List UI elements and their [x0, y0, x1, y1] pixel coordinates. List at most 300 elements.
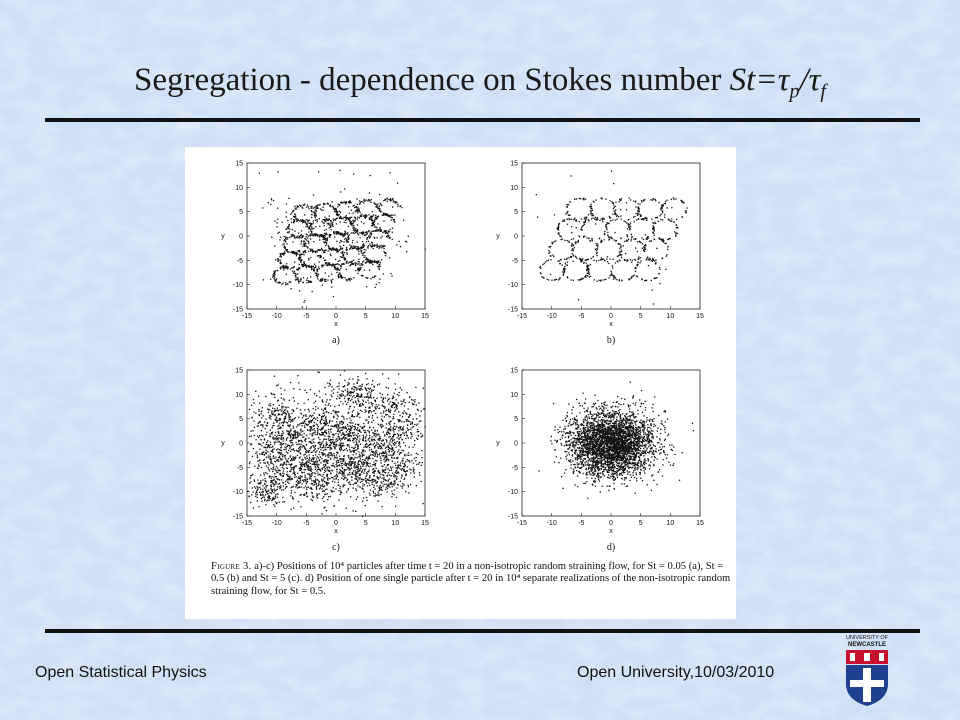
particle-point: [375, 436, 376, 437]
particle-point: [326, 233, 327, 234]
particle-point: [620, 209, 621, 210]
particle-point: [304, 403, 305, 404]
particle-point: [252, 417, 253, 418]
particle-point: [287, 252, 288, 253]
particle-point: [363, 463, 364, 464]
particle-point: [268, 405, 269, 406]
particle-point: [340, 470, 341, 471]
particle-point: [293, 435, 294, 436]
particle-point: [675, 235, 676, 236]
particle-point: [348, 226, 349, 227]
particle-point: [299, 264, 300, 265]
particle-point: [266, 442, 267, 443]
particle-point: [667, 249, 668, 250]
particle-point: [318, 274, 319, 275]
particle-point: [301, 278, 302, 279]
particle-point: [634, 216, 635, 217]
particle-point: [638, 207, 639, 208]
particle-point: [310, 250, 311, 251]
particle-point: [344, 235, 345, 236]
particle-point: [400, 481, 401, 482]
particle-point: [288, 232, 289, 233]
particle-point: [377, 227, 378, 228]
particle-point: [327, 478, 328, 479]
particle-point: [636, 219, 637, 220]
particle-point: [675, 233, 676, 234]
particle-point: [251, 494, 252, 495]
particle-point: [329, 234, 330, 235]
particle-point: [591, 208, 592, 209]
particle-point: [343, 443, 344, 444]
particle-point: [338, 231, 339, 232]
particle-point: [368, 236, 369, 237]
particle-point: [287, 411, 288, 412]
particle-point: [379, 227, 380, 228]
particle-point: [391, 448, 392, 449]
particle-point: [294, 214, 295, 215]
particle-point: [293, 471, 294, 472]
particle-point: [360, 455, 361, 456]
particle-point: [621, 219, 622, 220]
particle-point: [323, 453, 324, 454]
particle-point: [336, 438, 337, 439]
particle-point: [273, 464, 274, 465]
particle-point: [686, 207, 687, 208]
particle-point: [279, 479, 280, 480]
particle-point: [271, 493, 272, 494]
particle-point: [289, 281, 290, 282]
particle-point: [395, 389, 396, 390]
particle-point: [627, 236, 628, 237]
particle-point: [359, 217, 360, 218]
particle-point: [323, 445, 324, 446]
particle-point: [261, 453, 262, 454]
x-tick-label: -5: [578, 313, 585, 320]
particle-point: [281, 394, 282, 395]
particle-point: [394, 439, 395, 440]
particle-point: [290, 282, 291, 283]
particle-point: [286, 249, 287, 250]
x-tick-label: -10: [546, 313, 557, 320]
particle-point: [399, 392, 400, 393]
particle-point: [343, 391, 344, 392]
particle-point: [584, 217, 585, 218]
particle-point: [306, 492, 307, 493]
particle-point: [279, 282, 280, 283]
particle-point: [361, 275, 362, 276]
particle-point: [286, 216, 287, 217]
particle-point: [375, 204, 376, 205]
particle-point: [363, 436, 364, 437]
particle-point: [274, 484, 275, 485]
particle-point: [302, 480, 303, 481]
particle-point: [398, 438, 399, 439]
particle-point: [369, 495, 370, 496]
particle-point: [552, 242, 553, 243]
panel-b-plot: [460, 147, 736, 357]
particle-point: [386, 447, 387, 448]
particle-point: [291, 267, 292, 268]
particle-point: [383, 399, 384, 400]
particle-point: [349, 395, 350, 396]
particle-point: [343, 486, 344, 487]
particle-point: [597, 252, 598, 253]
particle-point: [318, 234, 319, 235]
particle-point: [265, 485, 266, 486]
particle-point: [333, 393, 334, 394]
particle-point: [651, 280, 652, 281]
particle-point: [308, 221, 309, 222]
particle-point: [347, 217, 348, 218]
particle-point: [295, 274, 296, 275]
particle-point: [397, 458, 398, 459]
particle-point: [339, 242, 340, 243]
particle-point: [344, 222, 345, 223]
particle-point: [294, 231, 295, 232]
particle-point: [347, 234, 348, 235]
particle-point: [302, 447, 303, 448]
particle-point: [662, 212, 663, 213]
particle-point: [288, 227, 289, 228]
particle-point: [348, 464, 349, 465]
particle-point: [290, 460, 291, 461]
particle-point: [295, 217, 296, 218]
particle-point: [353, 410, 354, 411]
particle-point: [286, 203, 287, 204]
particle-point: [330, 431, 331, 432]
particle-point: [619, 255, 620, 256]
particle-point: [309, 411, 310, 412]
particle-point: [343, 445, 344, 446]
particle-point: [304, 479, 305, 480]
particle-point: [332, 439, 333, 440]
particle-point: [321, 209, 322, 210]
particle-point: [337, 440, 338, 441]
particle-point: [292, 211, 293, 212]
particle-point: [390, 410, 391, 411]
particle-point: [411, 454, 412, 455]
particle-point: [658, 202, 659, 203]
particle-point: [415, 413, 416, 414]
particle-point: [358, 448, 359, 449]
particle-point: [375, 488, 376, 489]
particle-point: [271, 237, 272, 238]
particle-point: [363, 447, 364, 448]
particle-point: [279, 456, 280, 457]
particle-point: [386, 439, 387, 440]
particle-point: [372, 436, 373, 437]
particle-point: [584, 236, 585, 237]
particle-point: [322, 207, 323, 208]
particle-point: [290, 451, 291, 452]
particle-point: [618, 201, 619, 202]
particle-point: [380, 476, 381, 477]
particle-point: [307, 278, 308, 279]
particle-point: [392, 440, 393, 441]
particle-point: [290, 214, 291, 215]
particle-point: [595, 199, 596, 200]
particle-point: [352, 438, 353, 439]
particle-point: [285, 284, 286, 285]
particle-point: [392, 199, 393, 200]
particle-point: [301, 469, 302, 470]
particle-point: [274, 279, 275, 280]
particle-point: [328, 460, 329, 461]
particle-point: [293, 388, 294, 389]
particle-point: [338, 261, 339, 262]
particle-point: [344, 259, 345, 260]
particle-point: [663, 242, 664, 243]
y-tick-label: -15: [507, 306, 518, 314]
particle-point: [572, 253, 573, 254]
particle-point: [288, 476, 289, 477]
particle-point: [661, 207, 662, 208]
particle-point: [325, 424, 326, 425]
particle-point: [318, 448, 319, 449]
particle-point: [259, 449, 260, 450]
particle-point: [316, 275, 317, 276]
particle-point: [385, 406, 386, 407]
particle-point: [563, 274, 564, 275]
particle-point: [542, 264, 543, 265]
particle-point: [395, 409, 396, 410]
particle-point: [639, 241, 640, 242]
particle-point: [299, 423, 300, 424]
particle-point: [662, 257, 663, 258]
particle-point: [619, 248, 620, 249]
particle-point: [420, 433, 421, 434]
particle-point: [374, 456, 375, 457]
particle-point: [408, 429, 409, 430]
particle-point: [642, 248, 643, 249]
particle-point: [336, 233, 337, 234]
particle-point: [323, 252, 324, 253]
particle-point: [406, 474, 407, 475]
particle-point: [625, 253, 626, 254]
particle-point: [586, 263, 587, 264]
particle-point: [347, 450, 348, 451]
particle-point: [338, 385, 339, 386]
particle-point: [654, 235, 655, 236]
particle-point: [633, 217, 634, 218]
particle-point: [557, 261, 558, 262]
particle-point: [326, 265, 327, 266]
particle-point: [284, 501, 285, 502]
particle-point: [300, 444, 301, 445]
particle-point: [370, 392, 371, 393]
particle-point: [358, 466, 359, 467]
particle-point: [358, 234, 359, 235]
particle-point: [309, 421, 310, 422]
particle-point: [345, 463, 346, 464]
particle-point: [282, 222, 283, 223]
particle-point: [385, 469, 386, 470]
particle-point: [360, 237, 361, 238]
particle-point: [389, 447, 390, 448]
y-tick-label: -5: [511, 257, 518, 265]
particle-point: [311, 476, 312, 477]
particle-point: [378, 443, 379, 444]
particle-point: [283, 441, 284, 442]
particle-point: [274, 245, 275, 246]
particle-point: [310, 238, 311, 239]
particle-point: [290, 416, 291, 417]
particle-point: [342, 253, 343, 254]
particle-point: [390, 444, 391, 445]
particle-point: [298, 435, 299, 436]
particle-point: [319, 469, 320, 470]
particle-point: [323, 236, 324, 237]
particle-point: [653, 223, 654, 224]
particle-point: [265, 504, 266, 505]
particle-point: [265, 494, 266, 495]
particle-point: [297, 279, 298, 280]
particle-point: [397, 484, 398, 485]
particle-point: [249, 409, 250, 410]
particle-point: [612, 265, 613, 266]
particle-point: [307, 246, 308, 247]
particle-point: [271, 480, 272, 481]
particle-point: [275, 435, 276, 436]
particle-point: [263, 472, 264, 473]
particle-point: [302, 265, 303, 266]
particle-point: [317, 431, 318, 432]
particle-point: [627, 228, 628, 229]
particle-point: [277, 467, 278, 468]
particle-point: [413, 419, 414, 420]
particle-point: [248, 451, 249, 452]
particle-point: [339, 405, 340, 406]
particle-point: [296, 221, 297, 222]
particle-point: [330, 221, 331, 222]
particle-point: [303, 415, 304, 416]
particle-point: [331, 225, 332, 226]
particle-point: [630, 223, 631, 224]
particle-point: [347, 384, 348, 385]
particle-point: [368, 214, 369, 215]
particle-point: [385, 410, 386, 411]
particle-point: [254, 481, 255, 482]
particle-point: [302, 417, 303, 418]
particle-point: [402, 458, 403, 459]
particle-point: [317, 434, 318, 435]
particle-point: [380, 424, 381, 425]
particle-point: [337, 251, 338, 252]
particle-point: [388, 429, 389, 430]
particle-point: [366, 241, 367, 242]
particle-point: [316, 269, 317, 270]
particle-point: [303, 464, 304, 465]
particle-point: [406, 471, 407, 472]
particle-point: [282, 501, 283, 502]
particle-point: [374, 471, 375, 472]
particle-point: [410, 432, 411, 433]
particle-point: [258, 464, 259, 465]
particle-point: [279, 405, 280, 406]
particle-point: [300, 468, 301, 469]
particle-point: [636, 213, 637, 214]
particle-point: [346, 269, 347, 270]
particle-point: [267, 467, 268, 468]
particle-point: [259, 487, 260, 488]
particle-point: [387, 468, 388, 469]
particle-point: [615, 209, 616, 210]
particle-point: [371, 402, 372, 403]
particle-point: [315, 480, 316, 481]
particle-point: [383, 411, 384, 412]
particle-point: [342, 429, 343, 430]
particle-point: [596, 255, 597, 256]
particle-point: [554, 241, 555, 242]
particle-point: [671, 218, 672, 219]
particle-point: [389, 478, 390, 479]
particle-point: [325, 489, 326, 490]
particle-point: [357, 211, 358, 212]
particle-point: [359, 430, 360, 431]
particle-point: [359, 200, 360, 201]
particle-point: [317, 456, 318, 457]
particle-point: [354, 416, 355, 417]
particle-point: [315, 454, 316, 455]
particle-point: [349, 408, 350, 409]
particle-point: [381, 448, 382, 449]
particle-point: [635, 268, 636, 269]
particle-point: [555, 279, 556, 280]
particle-point: [405, 461, 406, 462]
particle-point: [369, 456, 370, 457]
particle-point: [335, 475, 336, 476]
particle-point: [286, 430, 287, 431]
particle-point: [351, 399, 352, 400]
particle-point: [277, 494, 278, 495]
particle-point: [307, 234, 308, 235]
particle-point: [355, 470, 356, 471]
particle-point: [305, 226, 306, 227]
particle-point: [563, 269, 564, 270]
particle-point: [363, 435, 364, 436]
particle-point: [300, 452, 301, 453]
particle-point: [336, 218, 337, 219]
particle-point: [338, 382, 339, 383]
plot-frame: [522, 163, 700, 309]
particle-point: [550, 274, 551, 275]
particle-point: [317, 420, 318, 421]
particle-point: [352, 387, 353, 388]
particle-point: [413, 469, 414, 470]
particle-point: [600, 259, 601, 260]
particle-point: [295, 457, 296, 458]
particle-point: [375, 219, 376, 220]
particle-point: [362, 389, 363, 390]
particle-point: [390, 421, 391, 422]
particle-point: [360, 385, 361, 386]
particle-point: [372, 403, 373, 404]
particle-point: [339, 211, 340, 212]
particle-point: [263, 442, 264, 443]
particle-point: [330, 496, 331, 497]
particle-point: [348, 488, 349, 489]
particle-point: [380, 489, 381, 490]
particle-point: [303, 264, 304, 265]
particle-point: [646, 219, 647, 220]
particle-point: [337, 268, 338, 269]
particle-point: [315, 418, 316, 419]
particle-point: [410, 484, 411, 485]
particle-point: [325, 281, 326, 282]
particle-point: [292, 442, 293, 443]
particle-point: [658, 273, 659, 274]
particle-point: [367, 259, 368, 260]
